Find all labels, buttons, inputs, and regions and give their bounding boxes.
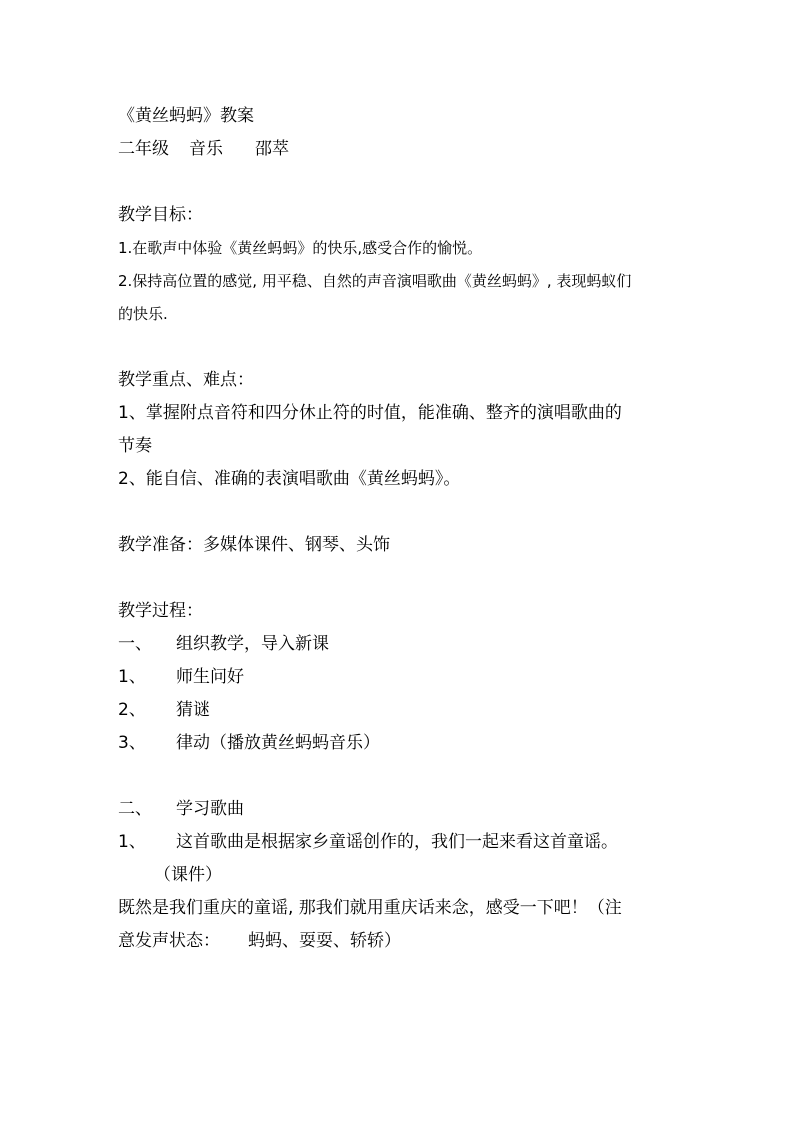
section-2-heading: [118, 793, 688, 826]
step-text: 师生问好: [176, 667, 244, 687]
step-number: 1、: [118, 832, 146, 852]
objectives-heading: 教学目标：: [118, 205, 203, 225]
section-1-heading: [118, 628, 688, 661]
step-number: 2、: [118, 700, 146, 720]
document-title: 《黄丝蚂蚂》教案: [118, 106, 254, 126]
grade-label: 二年级: [118, 139, 169, 159]
teacher-name: 邵萃: [255, 139, 289, 159]
preparation-line: 教学准备：多媒体课件、钢琴、头饰: [118, 535, 390, 555]
spacer: [118, 562, 688, 595]
section-2-step-1-cont: （课件）: [154, 865, 222, 885]
step-text: 律动（播放黄丝蚂蚂音乐）: [176, 733, 380, 753]
section-2-paragraph-line-1: 既然是我们重庆的童谣, 那我们就用重庆话来念，感受一下吧！（注: [118, 898, 622, 918]
step-number: 3、: [118, 733, 146, 753]
subject-label: 音乐: [189, 139, 223, 159]
section-1-title: 组织教学，导入新课: [176, 634, 329, 654]
objective-item-2-cont: 的快乐.: [118, 305, 168, 323]
objective-item-2: 2.保持高位置的感觉, 用平稳、自然的声音演唱歌曲《黄丝蚂蚂》, 表现蚂蚁们: [118, 272, 632, 290]
key-point-item-1-cont: 节奏: [118, 436, 152, 456]
section-1-step-2: [118, 694, 688, 727]
key-point-item-1: 1、掌握附点音符和四分休止符的时值，能准确、整齐的演唱歌曲的: [118, 403, 622, 423]
spacer: [118, 760, 688, 793]
section-1-number: 一、: [118, 634, 152, 654]
spacer: [118, 496, 688, 529]
section-1-step-1: [118, 661, 688, 694]
section-2-step-1: [118, 826, 688, 859]
objective-item-1: 1.在歌声中体验《黄丝蚂蚂》的快乐,感受合作的愉悦。: [118, 239, 483, 257]
step-text: 这首歌曲是根据家乡童谣创作的，我们一起来看这首童谣。: [176, 832, 618, 852]
process-heading: 教学过程：: [118, 601, 203, 621]
spacer: [118, 331, 688, 364]
key-point-item-2: 2、能自信、准确的表演唱歌曲《黄丝蚂蚂》。: [118, 469, 461, 489]
paragraph-examples: 蚂蚂、耍耍、轿轿）: [248, 931, 401, 951]
step-text: 猜谜: [176, 700, 210, 720]
section-2-number: 二、: [118, 799, 152, 819]
section-1-step-3: [118, 727, 688, 760]
section-2-title: 学习歌曲: [176, 799, 244, 819]
spacer: [118, 166, 688, 199]
document-page: [118, 100, 688, 958]
step-number: 1、: [118, 667, 146, 687]
paragraph-prefix: 意发声状态：: [118, 931, 220, 951]
key-points-heading: 教学重点、难点：: [118, 370, 254, 390]
document-subtitle: [118, 133, 688, 166]
section-2-paragraph-line-2: [118, 925, 688, 958]
